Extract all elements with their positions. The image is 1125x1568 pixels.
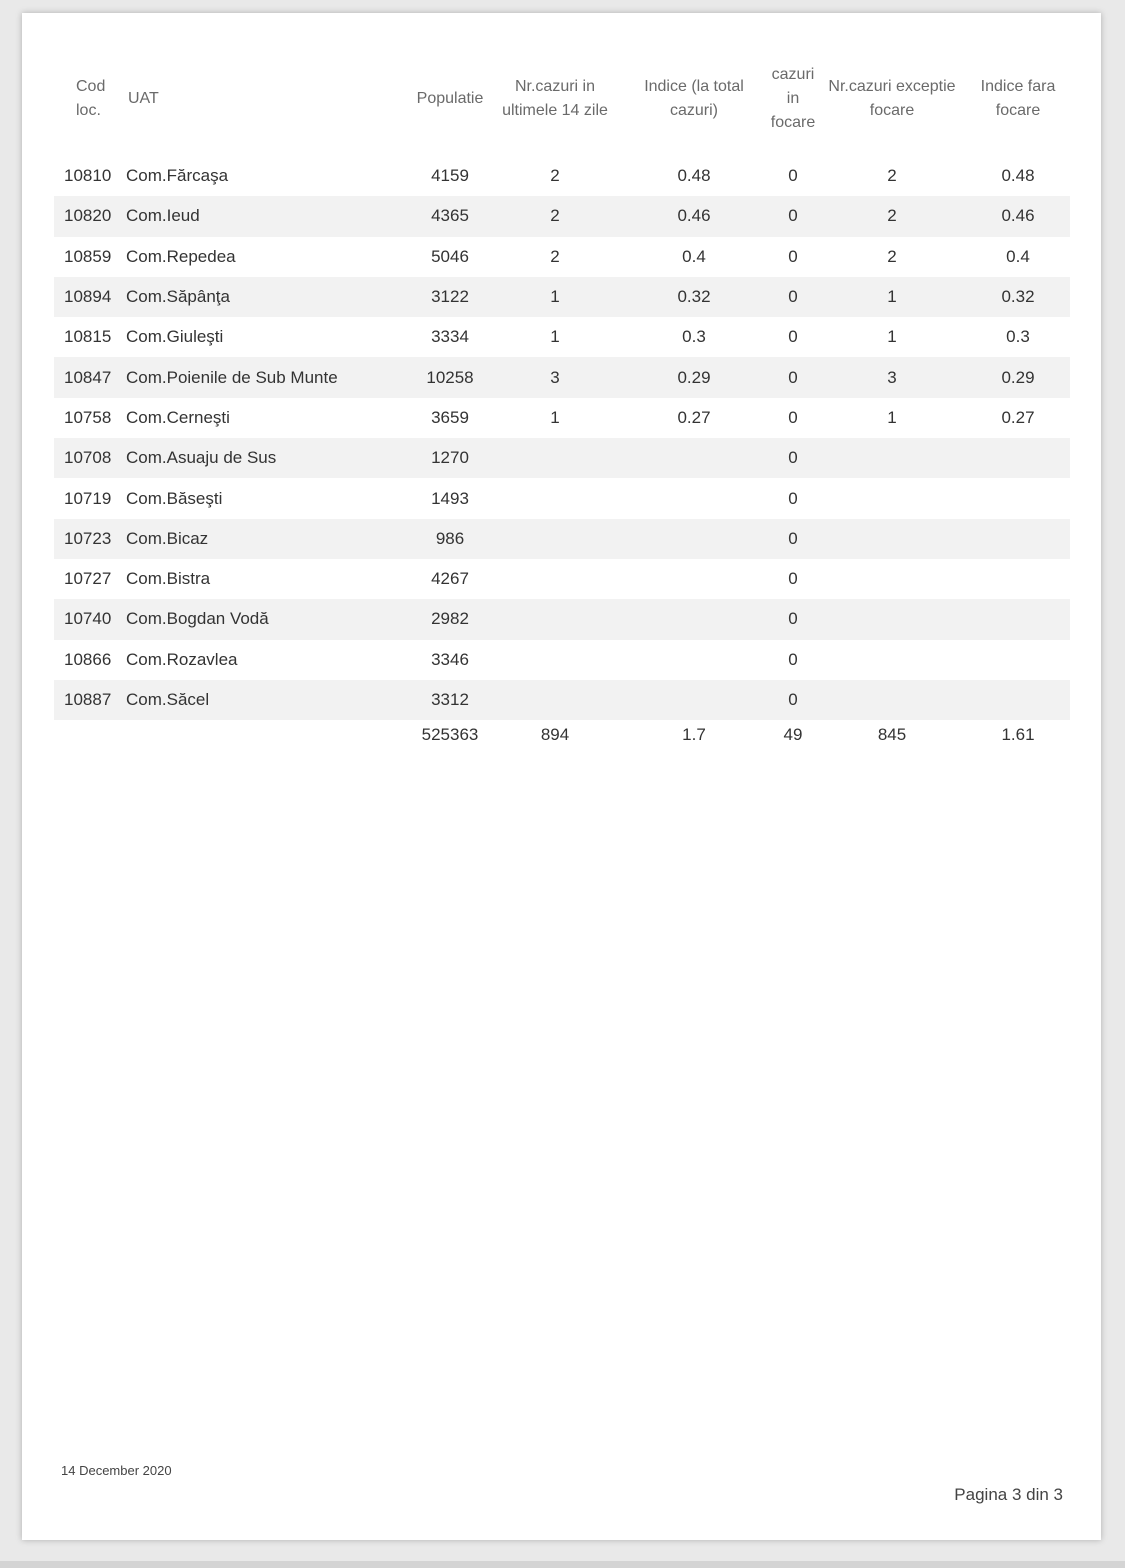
cell-cases-except: 1 <box>818 398 966 438</box>
cell-cases-focare: 0 <box>768 680 818 720</box>
total-index-except: 1.61 <box>1001 725 1035 745</box>
cell-cases14 <box>490 640 620 680</box>
cell-cases-focare: 0 <box>768 156 818 196</box>
cell-cases14: 2 <box>490 156 620 196</box>
cell-cases-focare: 0 <box>768 357 818 397</box>
cell-cases-except: 2 <box>818 237 966 277</box>
cell-code: 10740 <box>54 599 126 639</box>
table-row <box>54 237 1070 277</box>
cell-cases-focare: 0 <box>768 559 818 599</box>
cell-cases14: 1 <box>490 398 620 438</box>
cell-cases14 <box>490 438 620 478</box>
table-row <box>54 640 1070 680</box>
cell-code: 10708 <box>54 438 126 478</box>
cell-uat: Com.Săpânţa <box>126 277 410 317</box>
cell-uat: Com.Săcel <box>126 680 410 720</box>
cell-cases-focare: 0 <box>768 478 818 518</box>
cell-cases-focare: 0 <box>768 438 818 478</box>
page-number: Pagina 3 din 3 <box>954 1485 1063 1504</box>
cell-population: 4159 <box>410 156 490 196</box>
cell-index-total <box>620 438 768 478</box>
cell-index-except: 0.27 <box>966 398 1070 438</box>
table-row <box>54 680 1070 720</box>
cell-cases14: 1 <box>490 277 620 317</box>
table-row <box>54 357 1070 397</box>
cell-cases-except <box>818 519 966 559</box>
header-cases-except: Nr.cazuri exceptie focare <box>828 78 956 119</box>
page-bottom-edge <box>0 1561 1125 1568</box>
cell-population: 1493 <box>410 478 490 518</box>
cell-index-total: 0.27 <box>620 398 768 438</box>
header-uat: UAT <box>128 90 159 107</box>
cell-index-except <box>966 438 1070 478</box>
cell-population: 4365 <box>410 196 490 236</box>
cell-index-except: 0.32 <box>966 277 1070 317</box>
cell-cases-except <box>818 478 966 518</box>
cell-cases14: 1 <box>490 317 620 357</box>
cell-cases-focare: 0 <box>768 277 818 317</box>
cell-cases-except <box>818 438 966 478</box>
table-header-row <box>54 53 1070 145</box>
table-row <box>54 277 1070 317</box>
cell-cases14: 2 <box>490 237 620 277</box>
cell-code: 10887 <box>54 680 126 720</box>
cell-uat: Com.Repedea <box>126 237 410 277</box>
cell-cases-except <box>818 640 966 680</box>
cell-index-except: 0.48 <box>966 156 1070 196</box>
cell-uat: Com.Ieud <box>126 196 410 236</box>
cell-population: 10258 <box>410 357 490 397</box>
total-cases-except: 845 <box>877 725 907 745</box>
cell-cases-except: 3 <box>818 357 966 397</box>
cell-index-total <box>620 559 768 599</box>
header-index-except: Indice fara focare <box>980 78 1056 119</box>
cell-uat: Com.Bistra <box>126 559 410 599</box>
cell-code: 10820 <box>54 196 126 236</box>
cell-cases14 <box>490 559 620 599</box>
cases-table <box>54 53 1070 755</box>
table-row <box>54 156 1070 196</box>
total-index-total: 1.7 <box>682 725 706 745</box>
total-population: 525363 <box>421 725 479 745</box>
cell-population: 986 <box>410 519 490 559</box>
header-cases14: Nr.cazuri in ultimele 14 zile <box>502 78 608 119</box>
cell-uat: Com.Rozavlea <box>126 640 410 680</box>
cell-uat: Com.Asuaju de Sus <box>126 438 410 478</box>
cell-code: 10727 <box>54 559 126 599</box>
cell-population: 5046 <box>410 237 490 277</box>
cell-index-total: 0.48 <box>620 156 768 196</box>
cell-uat: Com.Băseşti <box>126 478 410 518</box>
header-population: Populatie <box>416 90 484 107</box>
cell-cases-focare: 0 <box>768 599 818 639</box>
cell-index-except: 0.3 <box>966 317 1070 357</box>
cell-cases-focare: 0 <box>768 640 818 680</box>
header-index-total: Indice (la total cazuri) <box>644 78 744 119</box>
cell-index-total <box>620 640 768 680</box>
cell-index-except <box>966 478 1070 518</box>
cell-code: 10894 <box>54 277 126 317</box>
cell-index-total <box>620 519 768 559</box>
cell-cases-except <box>818 599 966 639</box>
table-row <box>54 317 1070 357</box>
table-body <box>54 156 1070 720</box>
cell-index-except <box>966 640 1070 680</box>
table-row <box>54 519 1070 559</box>
cell-index-total: 0.32 <box>620 277 768 317</box>
cell-index-total <box>620 478 768 518</box>
cell-population: 3312 <box>410 680 490 720</box>
cell-cases-except: 2 <box>818 156 966 196</box>
cell-cases-focare: 0 <box>768 237 818 277</box>
cell-cases-except: 2 <box>818 196 966 236</box>
cell-cases14 <box>490 680 620 720</box>
cell-cases-except: 1 <box>818 317 966 357</box>
cell-uat: Com.Giuleşti <box>126 317 410 357</box>
cell-uat: Com.Bogdan Vodă <box>126 599 410 639</box>
cell-index-except: 0.4 <box>966 237 1070 277</box>
totals-row <box>54 720 1070 755</box>
header-cases-focare: cazuri in focare <box>770 66 816 131</box>
cell-population: 3346 <box>410 640 490 680</box>
cell-cases14 <box>490 519 620 559</box>
cell-code: 10758 <box>54 398 126 438</box>
cell-cases14: 3 <box>490 357 620 397</box>
cell-code: 10859 <box>54 237 126 277</box>
cell-uat: Com.Cerneşti <box>126 398 410 438</box>
cell-cases-focare: 0 <box>768 196 818 236</box>
cell-index-except <box>966 519 1070 559</box>
cell-population: 3334 <box>410 317 490 357</box>
table-row <box>54 398 1070 438</box>
cell-cases-focare: 0 <box>768 317 818 357</box>
cell-index-total <box>620 599 768 639</box>
cell-index-total <box>620 680 768 720</box>
cell-index-except <box>966 559 1070 599</box>
cell-cases14 <box>490 599 620 639</box>
cell-cases14: 2 <box>490 196 620 236</box>
table-row <box>54 438 1070 478</box>
cell-index-except: 0.46 <box>966 196 1070 236</box>
table-row <box>54 559 1070 599</box>
cell-index-total: 0.46 <box>620 196 768 236</box>
table-row <box>54 599 1070 639</box>
cell-index-except <box>966 680 1070 720</box>
footer-date: 14 December 2020 <box>61 1463 172 1478</box>
cell-uat: Com.Poienile de Sub Munte <box>126 357 410 397</box>
table-row <box>54 478 1070 518</box>
cell-uat: Com.Fărcaşa <box>126 156 410 196</box>
cell-cases-except: 1 <box>818 277 966 317</box>
total-cases14: 894 <box>540 725 570 745</box>
cell-cases-focare: 0 <box>768 519 818 559</box>
cell-index-total: 0.3 <box>620 317 768 357</box>
cell-cases-focare: 0 <box>768 398 818 438</box>
cell-population: 2982 <box>410 599 490 639</box>
cell-index-total: 0.4 <box>620 237 768 277</box>
cell-population: 1270 <box>410 438 490 478</box>
cell-uat: Com.Bicaz <box>126 519 410 559</box>
header-code: Cod loc. <box>76 78 106 119</box>
cell-code: 10815 <box>54 317 126 357</box>
cell-cases-except <box>818 680 966 720</box>
cell-index-total: 0.29 <box>620 357 768 397</box>
cell-code: 10723 <box>54 519 126 559</box>
cell-population: 3659 <box>410 398 490 438</box>
cell-cases14 <box>490 478 620 518</box>
cell-population: 3122 <box>410 277 490 317</box>
cell-index-except: 0.29 <box>966 357 1070 397</box>
cell-code: 10719 <box>54 478 126 518</box>
document-page <box>22 13 1101 1540</box>
total-cases-focare: 49 <box>783 725 803 745</box>
cell-population: 4267 <box>410 559 490 599</box>
cell-code: 10847 <box>54 357 126 397</box>
cell-code: 10866 <box>54 640 126 680</box>
cell-index-except <box>966 599 1070 639</box>
table-row <box>54 196 1070 236</box>
cell-code: 10810 <box>54 156 126 196</box>
cell-cases-except <box>818 559 966 599</box>
